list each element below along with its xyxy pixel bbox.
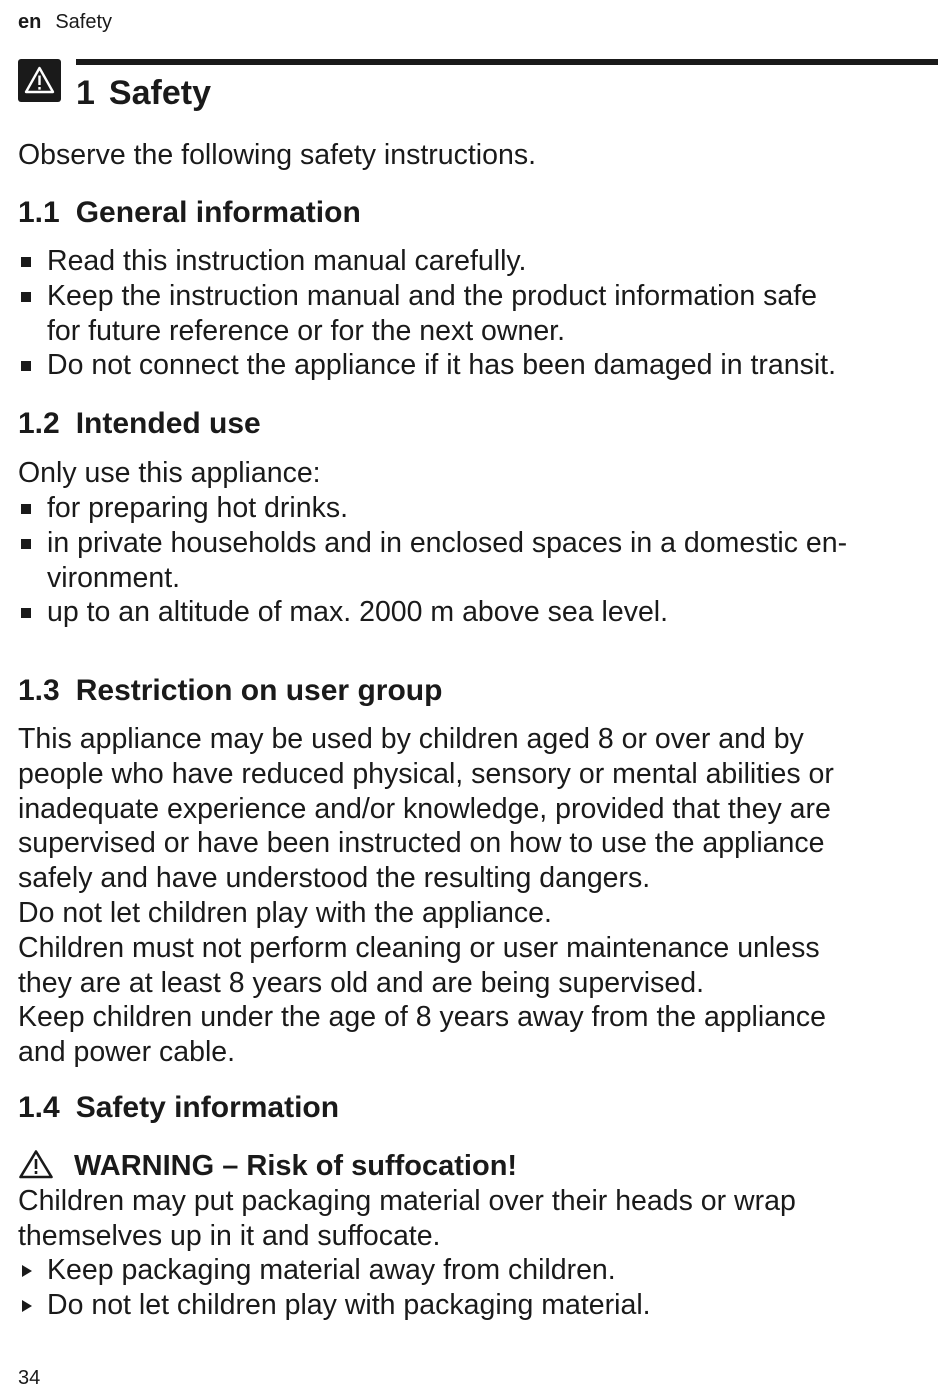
list-item: Keep the instruction manual and the product information safe for future reference or for the next owner. (18, 279, 836, 349)
intro-text: Observe the following safety instructions. (18, 139, 536, 171)
list-item: in private households and in enclosed spaces in a domestic en- vironment. (18, 526, 847, 596)
section-number: 1.2 (18, 407, 60, 440)
restriction-paragraph: This appliance may be used by children aged 8 or over and by people who have reduced physical, sensory or mental abilities or inadequate experience and/or knowledge, provided that they are supervised or have been instructed on how to use the appliance safely and have understood the resulting dangers. Do not let children play with the appliance. Children must not perform cleaning or user maintenance unless they are at least 8 years old and are being supervised. Keep children under the age of 8 years away from the appliance and power cable. (18, 723, 834, 1069)
warning-heading (18, 1148, 517, 1188)
intended-use-list (18, 491, 847, 630)
running-header (18, 8, 112, 36)
chapter-title (76, 71, 211, 115)
warning-title: WARNING – Risk of suffocation! (74, 1150, 518, 1182)
intended-use-lead: Only use this appliance: (18, 457, 321, 489)
section-heading-safety-information (18, 1089, 339, 1127)
section-heading-general-information (18, 194, 361, 232)
section-number: 1.3 (18, 674, 60, 707)
section-number: 1.4 (18, 1091, 60, 1124)
section-heading-restriction-on-user-group (18, 672, 442, 710)
bullet-square-icon (21, 504, 31, 514)
list-item: for preparing hot drinks. (18, 491, 847, 526)
chapter-rule (76, 59, 938, 65)
bullet-square-icon (21, 361, 31, 371)
list-item: Do not connect the appliance if it has been damaged in transit. (18, 348, 836, 383)
chapter-title-text: Safety (108, 74, 211, 112)
page-number: 34 (18, 1367, 41, 1389)
bullet-square-icon (21, 257, 31, 267)
section-title: Intended use (75, 407, 261, 440)
list-item: Keep packaging material away from children. (18, 1253, 651, 1288)
language-code: en (18, 11, 42, 33)
section-title: Safety information (75, 1091, 340, 1124)
arrow-right-icon (22, 1300, 32, 1312)
running-header-section: Safety (55, 11, 113, 33)
list-item: Read this instruction manual carefully. (18, 244, 836, 279)
section-heading-intended-use (18, 405, 261, 443)
list-item: Do not let children play with packaging material. (18, 1288, 651, 1323)
bullet-square-icon (21, 608, 31, 618)
section-title: General information (75, 196, 361, 229)
warning-box-icon (18, 59, 61, 102)
warning-description: Children may put packaging material over their heads or wrap themselves up in it and suffocate. (18, 1185, 796, 1252)
bullet-square-icon (21, 539, 31, 549)
warning-action-list (18, 1253, 651, 1323)
warning-triangle-icon (18, 59, 61, 102)
chapter-number: 1 (76, 74, 95, 112)
warning-triangle-icon (18, 1149, 54, 1188)
arrow-right-icon (22, 1265, 32, 1277)
section-number: 1.1 (18, 196, 60, 229)
bullet-square-icon (21, 292, 31, 302)
general-information-list (18, 244, 836, 383)
section-title: Restriction on user group (75, 674, 443, 707)
list-item: up to an altitude of max. 2000 m above sea level. (18, 595, 847, 630)
